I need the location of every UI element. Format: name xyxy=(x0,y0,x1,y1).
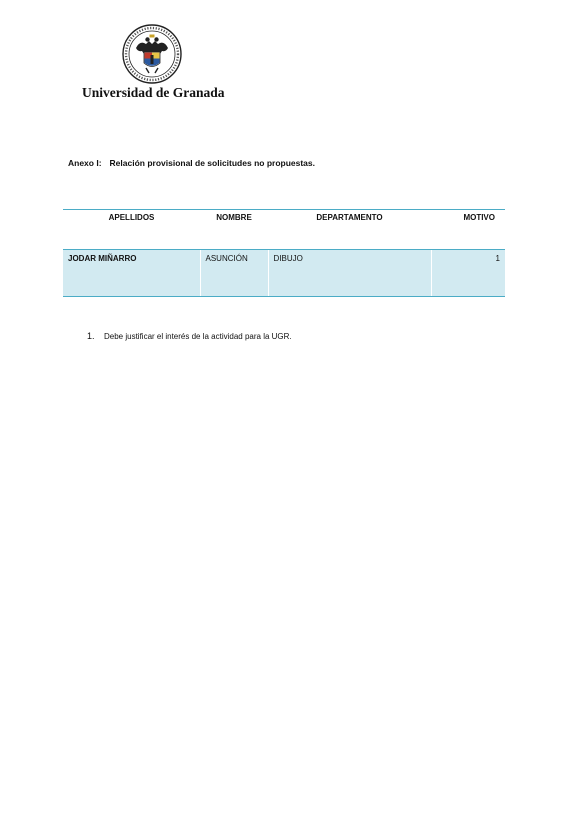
column-header-apellidos: APELLIDOS xyxy=(63,210,200,250)
cell-departamento: DIBUJO xyxy=(268,250,431,297)
note-number: 1. xyxy=(87,331,95,341)
note-item xyxy=(87,331,292,341)
table-row xyxy=(63,250,505,297)
note-text: Debe justificar el interés de la actividad para la UGR. xyxy=(104,332,292,341)
table-header-row xyxy=(63,210,505,250)
applications-table xyxy=(63,209,505,297)
column-header-departamento: DEPARTAMENTO xyxy=(268,210,431,250)
cell-nombre: ASUNCIÓN xyxy=(200,250,268,297)
applications-table-container xyxy=(63,209,500,297)
annex-title-text: Relación provisional de solicitudes no propuestas. xyxy=(109,158,315,168)
cell-motivo: 1 xyxy=(431,250,505,297)
cell-apellidos: JODAR MIÑARRO xyxy=(63,250,200,297)
column-header-motivo: MOTIVO xyxy=(431,210,505,250)
column-header-nombre: NOMBRE xyxy=(200,210,268,250)
annex-label: Anexo I: xyxy=(68,158,102,168)
university-seal-icon xyxy=(122,24,182,84)
university-name: Universidad de Granada xyxy=(82,85,225,100)
annex-heading xyxy=(68,158,315,168)
